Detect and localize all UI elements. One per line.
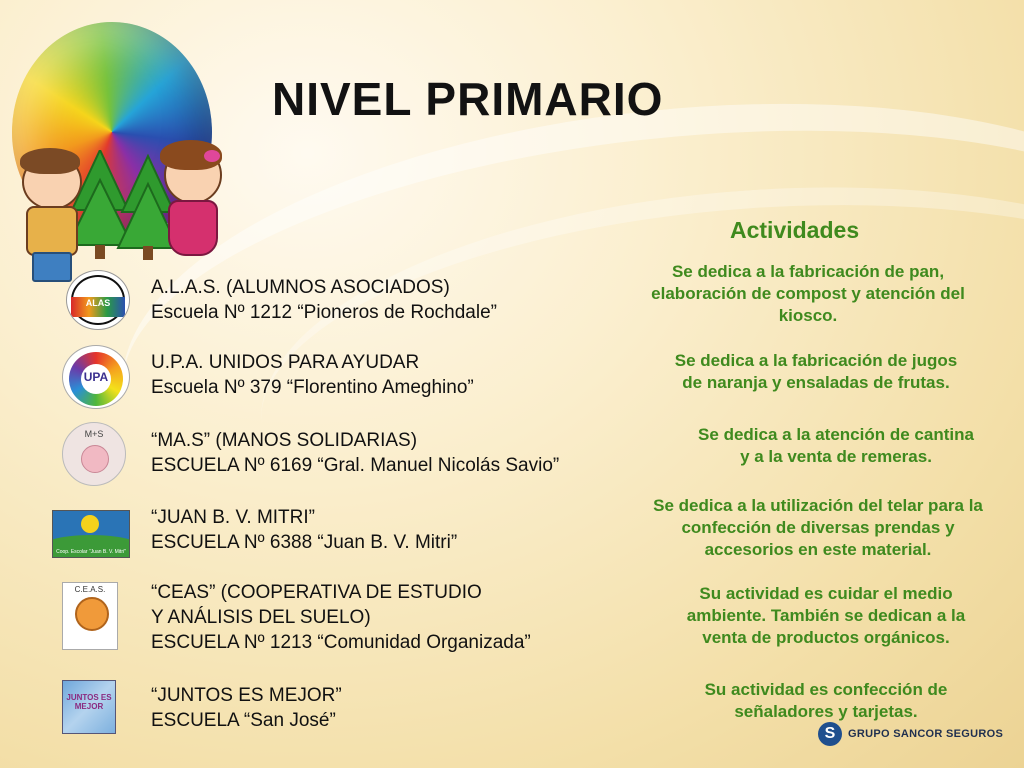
cooperative-entry (151, 428, 559, 478)
cooperative-entry (151, 350, 474, 400)
cooperative-entry (151, 683, 342, 733)
cooperative-name: “MA.S” (MANOS SOLIDARIAS) (151, 430, 418, 451)
girl-illustration (150, 140, 230, 270)
cooperative-name: A.L.A.S. (ALUMNOS ASOCIADOS) (151, 277, 450, 298)
cooperative-school: Escuela Nº 1212 “Pioneros de Rochdale” (151, 302, 497, 323)
mas-logo: M+S (62, 422, 126, 486)
cooperative-name: U.P.A. UNIDOS PARA AYUDAR (151, 352, 420, 373)
cooperative-name: “CEAS” (COOPERATIVA DE ESTUDIO (151, 582, 482, 603)
page-title: NIVEL PRIMARIO (272, 73, 664, 125)
activity-description: Su actividad es confección de señaladores y tarjetas. (704, 680, 948, 721)
cooperative-school: ESCUELA Nº 1213 “Comunidad Organizada” (151, 632, 531, 653)
sponsor-logo (818, 722, 1003, 746)
mitri-logo: Coop. Escolar "Juan B. V. Mitri" (52, 510, 130, 558)
juntos-logo: JUNTOS ES MEJOR (62, 680, 116, 734)
cooperative-entry (151, 275, 497, 325)
cooperative-name: “JUNTOS ES MEJOR” (151, 685, 342, 706)
cooperative-entry (151, 505, 457, 555)
boy-illustration (14, 148, 84, 278)
cooperative-school: ESCUELA Nº 6169 “Gral. Manuel Nicolás Savio” (151, 455, 560, 476)
activity-description: Se dedica a la fabricación de jugos de naranja y ensaladas de frutas. (674, 351, 958, 392)
activity-description: Su actividad es cuidar el medio ambiente. También se dedican a la venta de productos orgánicos. (686, 584, 966, 647)
cooperative-school: ESCUELA Nº 6388 “Juan B. V. Mitri” (151, 532, 458, 553)
sancor-icon: S (818, 722, 842, 746)
cooperative-name: “JUAN B. V. MITRI” (151, 507, 315, 528)
activity-description: Se dedica a la atención de cantina y a la venta de remeras. (698, 425, 974, 466)
cooperative-school: Escuela Nº 379 “Florentino Ameghino” (151, 377, 474, 398)
cooperative-name-line-2: Y ANÁLISIS DEL SUELO) (151, 607, 371, 628)
activity-description: Se dedica a la utilización del telar para la confección de diversas prendas y accesorios en este material. (653, 496, 983, 559)
alas-logo: ALAS (66, 270, 130, 330)
activities-heading: Actividades (730, 217, 860, 243)
cooperative-school: ESCUELA “San José” (151, 710, 336, 731)
cooperative-entry (151, 580, 531, 655)
activity-description: Se dedica a la fabricación de pan, elaboración de compost y atención del kiosco. (651, 262, 965, 325)
upa-logo: UPA (62, 345, 130, 409)
sponsor-name: GRUPO SANCOR SEGUROS (848, 728, 1004, 740)
ceas-logo: C.E.A.S. (62, 582, 118, 650)
